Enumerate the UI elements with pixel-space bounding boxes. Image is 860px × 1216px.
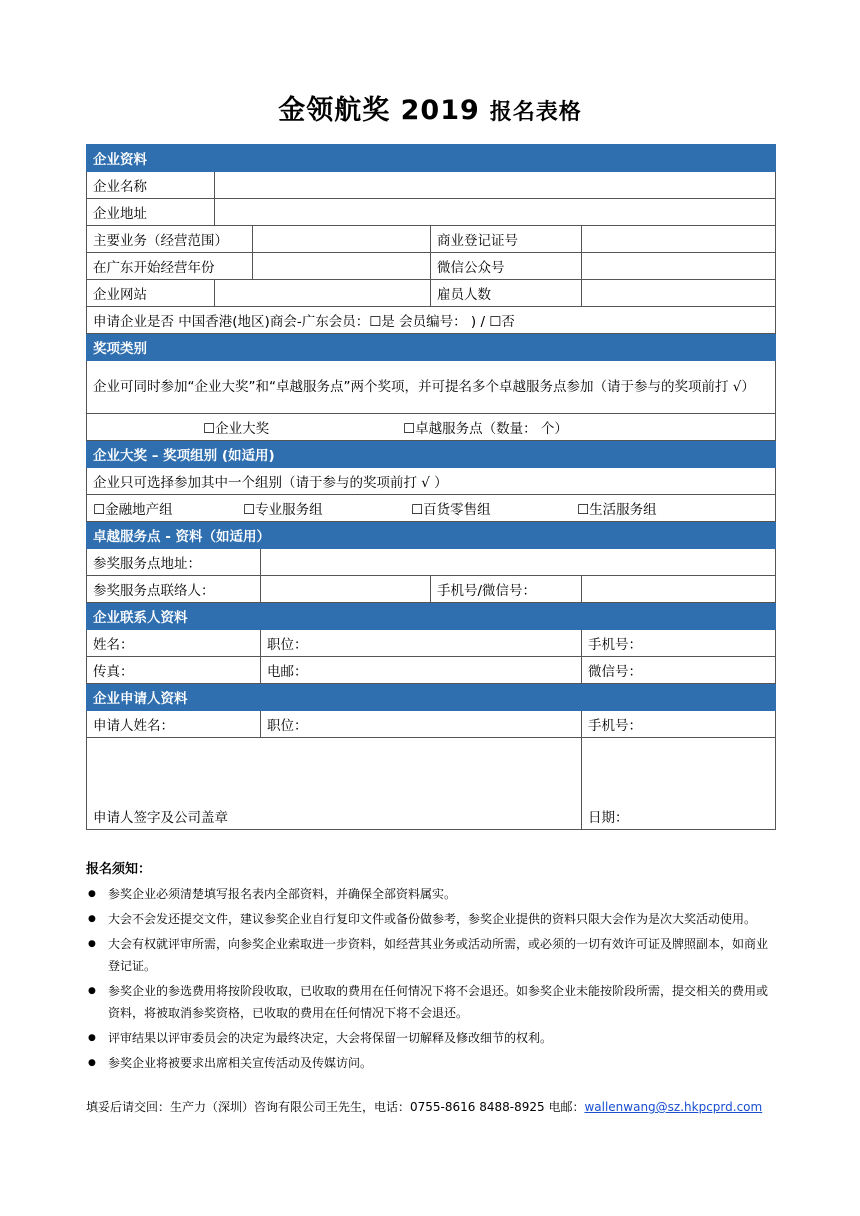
label-company-address: 企业地址 [87, 199, 215, 226]
footer-text: 填妥后请交回：生产力（深圳）咨询有限公司王先生，电话：0755-8616 8488-8925 电邮： [86, 1100, 585, 1114]
page-title [0, 88, 860, 127]
contact-position-field[interactable]: 职位： [261, 630, 582, 657]
years-field[interactable] [253, 253, 431, 280]
checkbox-group-professional[interactable]: ☐专业服务组 [243, 502, 323, 518]
title-sub: 报名表格 [489, 100, 582, 125]
section-award-category: 奖项类别 [87, 334, 776, 361]
contact-mobile-field[interactable]: 手机号： [582, 630, 776, 657]
label-employees: 雇员人数 [431, 280, 582, 307]
label-service-address: 参奖服务点地址： [87, 549, 261, 576]
footer-email-link[interactable]: wallenwang@sz.hkpcprd.com [584, 1100, 763, 1114]
website-field[interactable] [215, 280, 431, 307]
bullet-icon: ● [88, 889, 96, 899]
checkbox-group-lifestyle[interactable]: ☐生活服务组 [577, 502, 657, 518]
service-address-field[interactable] [261, 549, 776, 576]
main-business-field[interactable] [253, 226, 431, 253]
label-company-name: 企业名称 [87, 172, 215, 199]
section-applicant: 企业申请人资料 [87, 684, 776, 711]
grand-instruction: 企业只可选择参加其中一个组别（请于参与的奖项前打 √ ） [87, 468, 776, 495]
section-contact: 企业联系人资料 [87, 603, 776, 630]
list-item: ● 参奖企业将被要求出席相关宣传活动及传媒访问。 [108, 1052, 776, 1074]
contact-wechat-field[interactable]: 微信号： [582, 657, 776, 684]
contact-fax-field[interactable]: 传真： [87, 657, 261, 684]
company-address-field[interactable] [215, 199, 776, 226]
bullet-icon: ● [88, 986, 96, 996]
section-grand-award: 企业大奖 – 奖项组别 (如适用) [87, 441, 776, 468]
label-website: 企业网站 [87, 280, 215, 307]
bullet-icon: ● [88, 1058, 96, 1068]
award-options [87, 414, 776, 441]
section-company: 企业资料 [87, 145, 776, 172]
date-field[interactable]: 日期： [582, 738, 776, 830]
employees-field[interactable] [582, 280, 776, 307]
title-main: 金领航奖 2019 [278, 95, 480, 126]
list-item: ● 大会有权就评审所需，向参奖企业索取进一步资料，如经营其业务或活动所需，或必须的一切有效许可证及牌照副本，如商业登记证。 [108, 933, 776, 977]
checkbox-grand-award[interactable]: ☐企业大奖 [203, 421, 270, 437]
notes-list [86, 883, 776, 1074]
label-reg-cert: 商业登记证号 [431, 226, 582, 253]
section-service-point: 卓越服务点 - 资料（如适用） [87, 522, 776, 549]
checkbox-service-point[interactable]: ☐卓越服务点（数量： 个） [403, 421, 568, 437]
checkbox-group-finance[interactable]: ☐金融地产组 [93, 502, 173, 518]
bullet-icon: ● [88, 939, 96, 949]
registration-form [86, 144, 776, 830]
contact-name-field[interactable]: 姓名： [87, 630, 261, 657]
wechat-account-field[interactable] [582, 253, 776, 280]
service-phone-field[interactable] [582, 576, 776, 603]
contact-email-field[interactable]: 电邮： [261, 657, 582, 684]
label-service-phone: 手机号/微信号： [431, 576, 582, 603]
membership-row[interactable]: 申请企业是否 中国香港(地区)商会-广东会员：☐是 会员编号： ) / ☐否 [87, 307, 776, 334]
service-contact-field[interactable] [261, 576, 431, 603]
list-item: ● 评审结果以评审委员会的决定为最终决定，大会将保留一切解释及修改细节的权利。 [108, 1027, 776, 1049]
label-wechat-account: 微信公众号 [431, 253, 582, 280]
applicant-name-field[interactable]: 申请人姓名： [87, 711, 261, 738]
notes [86, 858, 776, 1077]
list-item: ● 参奖企业必须清楚填写报名表内全部资料，并确保全部资料属实。 [108, 883, 776, 905]
notes-title: 报名须知： [86, 862, 152, 877]
label-main-business: 主要业务（经营范围） [87, 226, 253, 253]
label-service-contact: 参奖服务点联络人： [87, 576, 261, 603]
list-item: ● 参奖企业的参选费用将按阶段收取，已收取的费用在任何情况下将不会退还。如参奖企业未能按阶段所需，提交相关的费用或资料，将被取消参奖资格，已收取的费用在任何情况下将不会退还。 [108, 980, 776, 1024]
grand-groups [87, 495, 776, 522]
signature-field[interactable]: 申请人签字及公司盖章 [87, 738, 582, 830]
applicant-mobile-field[interactable]: 手机号： [582, 711, 776, 738]
award-instruction: 企业可同时参加“企业大奖”和“卓越服务点”两个奖项，并可提名多个卓越服务点参加（请于参与的奖项前打 √） [87, 361, 776, 414]
bullet-icon: ● [88, 914, 96, 924]
list-item: ● 大会不会发还提交文件，建议参奖企业自行复印文件或备份做参考，参奖企业提供的资料只限大会作为是次大奖活动使用。 [108, 908, 776, 930]
label-years: 在广东开始经营年份 [87, 253, 253, 280]
reg-cert-field[interactable] [582, 226, 776, 253]
company-name-field[interactable] [215, 172, 776, 199]
footer [86, 1098, 776, 1115]
checkbox-group-retail[interactable]: ☐百货零售组 [411, 502, 491, 518]
applicant-position-field[interactable]: 职位： [261, 711, 582, 738]
bullet-icon: ● [88, 1033, 96, 1043]
